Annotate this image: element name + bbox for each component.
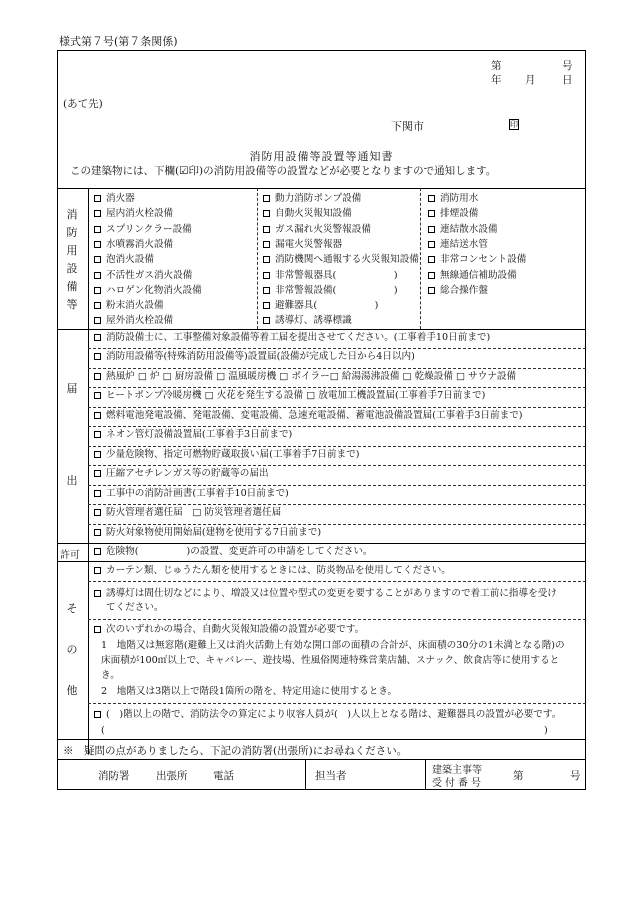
equipment-col1-item-7-checkbox[interactable] [94,302,101,309]
equipment-col1-item-3-row[interactable] [94,239,173,251]
equipment-col1-item-2-checkbox[interactable] [94,226,101,233]
floors-text-1: ( )階以上の階で、消防法令の算定により収容人員が( )人以上となる階は、避難器具の設置が必要です。 [106,709,562,720]
equipment-col3-item-6-checkbox[interactable] [428,287,435,294]
equipment-col2-item-7-checkbox[interactable] [263,302,270,309]
fire-alarm-text: 次のいずれかの場合、自動火災報知設備の設置が必要です。 [106,624,365,635]
equipment-col1-item-6-checkbox[interactable] [94,287,101,294]
floors-paren-close: ) [544,725,548,736]
notification-item-5-row[interactable] [94,429,292,441]
notification-item-0-label: 消防設備士に、工事整備対象設備等着工届を提出させてください。(工事着手10日前まで) [106,332,491,343]
equipment-col1-item-0-label: 消火器 [106,193,135,204]
equipment-col3-item-1-row[interactable] [428,208,478,220]
equipment-col2-item-0-checkbox[interactable] [263,195,270,202]
guide-light-checkbox[interactable] [94,590,101,597]
equipment-label-1: 消 [66,208,78,221]
equipment-col3-item-3-checkbox[interactable] [428,241,435,248]
equipment-col2-item-1-checkbox[interactable] [263,210,270,217]
equipment-col2-item-2-label: ガス漏れ火災警報設備 [275,223,371,235]
notification-item-10-label: 防火対象物使用開始届(建物を使用する7日前まで) [106,526,322,538]
notification-item-9-checkbox[interactable] [94,509,101,516]
notification-item-1-label: 消防用設備等(特殊消防用設備等)設置届(設備が完成した日から4日以内) [106,351,415,363]
equipment-col2-item-4-checkbox[interactable] [263,256,270,263]
equipment-label-3: 用 [66,244,78,257]
fire-alarm-row[interactable] [94,624,364,636]
equipment-col2-item-8-checkbox[interactable] [263,317,270,324]
case1-line-a: 1 地階又は無窓階(避難上又は消火活動上有効な開口部の面積の合計が、床面積の30分の1未満となる階)の [101,640,565,651]
notification-item-7-checkbox[interactable] [94,470,101,477]
other-label-1: そ [66,602,78,615]
curtain-checkbox[interactable] [94,567,101,574]
equipment-col2-item-6-row[interactable] [263,285,398,297]
equipment-col1-item-6-row[interactable] [94,285,202,297]
notification-item-4-checkbox[interactable] [94,412,101,419]
person-label: 担当者 [315,770,347,782]
floors-checkbox[interactable] [94,711,101,718]
notification-item-9-label: 防火管理者選任届 □ 防災管理者選任届 [106,507,282,519]
equipment-col3-item-1-checkbox[interactable] [428,210,435,217]
notification-item-6-row[interactable] [94,449,359,461]
branch-label: 出張所 [156,770,188,782]
equipment-col2-item-2-row[interactable] [263,224,371,236]
addressee: (あて先) [63,98,103,110]
station-label: 消防署 [98,770,130,782]
notification-item-1-checkbox[interactable] [94,353,101,360]
notification-item-3-row[interactable] [94,390,485,402]
equipment-col2-item-3-label: 漏電火災警報器 [275,238,343,250]
case1-line-b: 床面積が100㎡以上で、キャバレー、遊技場、性風俗関連特殊営業店舗、スナック、飲食店等に使用すると [101,655,560,666]
equipment-label-4: 設 [66,262,78,275]
equipment-label-2: 防 [66,226,78,239]
equipment-col2-item-1-label: 自動火災報知設備 [275,208,352,220]
city-name: 下関市 [391,120,424,133]
reception-number-left: 第 [513,770,524,782]
equipment-col2-item-3-checkbox[interactable] [263,241,270,248]
notification-item-10-row[interactable] [94,527,321,539]
equipment-col2-item-6-checkbox[interactable] [263,287,270,294]
form-id: 様式第７号(第７条関係) [59,35,178,48]
equipment-col3-item-2-label: 連結散水設備 [440,223,498,235]
equipment-col3-item-4-label: 非常コンセント設備 [440,254,527,266]
permit-label: 許可 [60,550,80,561]
equipment-col1-item-7-row[interactable] [94,300,164,312]
equipment-col1-item-5-label: 不活性ガス消火設備 [106,269,193,281]
equipment-col1-item-3-label: 水噴霧消火設備 [106,238,174,250]
equipment-label-5: 備 [66,280,78,293]
equipment-col2-item-0-row[interactable] [263,193,361,205]
inquiry-text: ※ 疑問の点がありましたら、下記の消防署(出張所)にお尋ねください。 [63,745,408,757]
equipment-col1-item-4-row[interactable] [94,254,154,266]
equipment-col1-item-8-label: 屋外消火栓設備 [106,315,174,327]
notification-item-2-row[interactable] [94,371,516,383]
notification-item-5-checkbox[interactable] [94,431,101,438]
notification-item-3-label: ヒートポンプ冷暖房機 □ 火花を発生する設備 □ 放電加工機設置届(工事着手7日前まで) [106,390,486,402]
equipment-col3-item-5-row[interactable] [428,270,517,282]
equipment-col1-item-2-label: スプリンクラー設備 [106,223,192,235]
guide-light-text-1: 誘導灯は間仕切などにより、増設又は位置や型式の変更を要することがありますので着工前に指導を受け [106,588,557,599]
equipment-col3-item-2-checkbox[interactable] [428,226,435,233]
number-left: 第 [491,60,502,72]
equipment-col3-item-3-label: 連結送水管 [440,238,488,250]
equipment-col3-item-4-checkbox[interactable] [428,256,435,263]
month-label: 月 [525,74,536,86]
case2-line: 2 地階又は3階以上で階段1箇所の階を、特定用途に使用するとき。 [101,686,398,697]
equipment-col2-item-1-row[interactable] [263,208,352,220]
notification-item-8-row[interactable] [94,488,289,500]
guide-light-row[interactable] [94,588,557,600]
equipment-col2-item-5-checkbox[interactable] [263,272,270,279]
equipment-col2-item-5-row[interactable] [263,270,398,282]
floors-row[interactable] [94,709,561,721]
day-label: 日 [562,74,573,86]
notification-item-6-checkbox[interactable] [94,451,101,458]
equipment-col1-item-0-checkbox[interactable] [94,195,101,202]
equipment-col2-item-5-label: 非常警報器具( ) [275,269,398,281]
equipment-col1-item-1-checkbox[interactable] [94,210,101,217]
reception-label-2: 受付番号 [432,778,484,789]
notification-item-7-row[interactable] [94,468,269,480]
equipment-col1-item-7-label: 粉末消火設備 [106,300,164,312]
notification-item-9-row[interactable] [94,507,281,519]
notification-item-7-label: 圧縮アセチレンガス等の貯蔵等の届出 [106,468,269,480]
equipment-col2-item-3-row[interactable] [263,239,342,251]
notification-item-8-label: 工事中の消防計画書(工事着手10日前まで) [106,487,289,499]
equipment-col3-item-1-label: 排煙設備 [440,208,479,220]
equipment-col1-item-4-checkbox[interactable] [94,256,101,263]
floors-paren-open: ( [101,725,105,736]
equipment-col3-item-0-row[interactable] [428,193,478,205]
equipment-col1-item-5-row[interactable] [94,270,192,282]
number-right: 号 [562,60,573,72]
reception-number-right: 号 [570,770,581,782]
equipment-col1-item-8-checkbox[interactable] [94,317,101,324]
notification-item-6-label: 少量危険物、指定可燃物貯蔵取扱い届(工事着手7日前まで) [106,448,360,460]
equipment-col1-item-8-row[interactable] [94,315,173,327]
notification-item-5-label: ネオン管灯設備設置届(工事着手3日前まで) [106,429,293,441]
equipment-col2-item-8-row[interactable] [263,315,352,327]
fire-alarm-checkbox[interactable] [94,626,101,633]
notification-item-4-label: 燃料電池発電設備、発電設備、変電設備、急速充電設備、蓄電池設備設置届(工事着手3日前まで) [106,409,523,421]
notification-item-1-row[interactable] [94,351,415,363]
equipment-col2-item-7-row[interactable] [263,300,378,312]
notification-label-a: 届 [66,382,78,395]
permit-row[interactable] [94,546,373,558]
equipment-col1-item-1-row[interactable] [94,208,173,220]
notification-item-2-checkbox[interactable] [94,373,101,380]
case1-line-c: き。 [101,670,120,681]
guide-light-text-2: てください。 [106,602,164,613]
equipment-col3-item-6-label: 総合操作盤 [440,284,488,296]
equipment-col1-item-5-checkbox[interactable] [94,272,101,279]
curtain-text: カーテン類、じゅうたん類を使用するときには、防炎物品を使用してください。 [106,565,451,576]
other-label-2: の [66,643,78,656]
curtain-row[interactable] [94,565,451,577]
permit-text: 危険物( )の設置、変更許可の申請をしてください。 [106,546,373,557]
intro-text: この建築物には、下欄(☑印)の消防用設備等の設置などが必要となりますので通知します。 [70,165,497,177]
equipment-col2-item-2-checkbox[interactable] [263,226,270,233]
seal-mark: 印 [510,120,518,129]
equipment-col1-item-6-label: ハロゲン化物消火設備 [106,284,202,296]
notification-item-0-checkbox[interactable] [94,334,101,341]
equipment-col3-item-5-label: 無線通信補助設備 [440,269,517,281]
equipment-col3-item-0-label: 消防用水 [440,193,479,204]
equipment-col3-item-3-row[interactable] [428,239,488,251]
equipment-col1-item-1-label: 屋内消火栓設備 [106,208,174,220]
notification-item-2-label: 熱風炉 □ 炉 □ 厨房設備 □ 温風暖房機 □ ボイラー□ 給湯湯沸設備 □ 乾燥設備 □ サウナ設備 [106,370,517,382]
permit-checkbox[interactable] [94,548,101,555]
notification-item-4-row[interactable] [94,410,523,422]
equipment-col3-item-6-row[interactable] [428,285,488,297]
equipment-col1-item-0-row[interactable] [94,193,135,205]
equipment-col2-item-8-label: 誘導灯、誘導標識 [275,315,352,327]
notification-item-3-checkbox[interactable] [94,392,101,399]
notification-item-0-row[interactable] [94,332,490,344]
equipment-col1-item-2-row[interactable] [94,224,192,236]
equipment-col2-item-4-row[interactable] [263,254,419,266]
notification-item-10-checkbox[interactable] [94,529,101,536]
year-label: 年 [491,74,502,86]
equipment-col3-item-5-checkbox[interactable] [428,272,435,279]
other-label-3: 他 [66,684,78,697]
equipment-col3-item-4-row[interactable] [428,254,526,266]
equipment-col2-item-4-label: 消防機関へ通報する火災報知設備 [275,254,419,266]
form-title: 消防用設備等設置等通知書 [249,150,394,163]
phone-label: 電話 [213,770,234,782]
equipment-col2-item-6-label: 非常警報設備( ) [275,284,398,296]
equipment-col2-item-0-label: 動力消防ポンプ設備 [275,193,362,204]
equipment-col2-item-7-label: 避難器具( ) [275,300,379,312]
equipment-label-6: 等 [66,298,78,311]
notification-label-b: 出 [66,474,78,487]
equipment-col3-item-0-checkbox[interactable] [428,195,435,202]
notification-item-8-checkbox[interactable] [94,490,101,497]
equipment-col1-item-3-checkbox[interactable] [94,241,101,248]
equipment-col1-item-4-label: 泡消火設備 [106,254,154,266]
equipment-col3-item-2-row[interactable] [428,224,498,236]
reception-label-1: 建築主事等 [432,765,482,776]
